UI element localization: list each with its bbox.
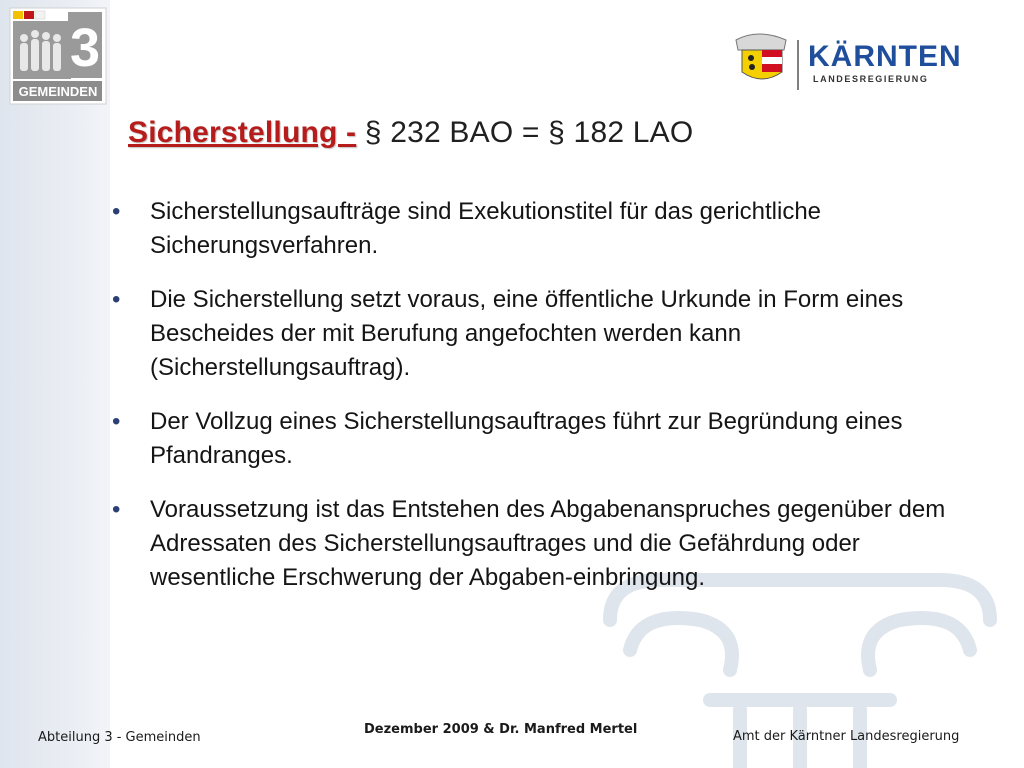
bullet-text: Voraussetzung ist das Entstehen des Abgabenanspruches gegenüber dem Adressaten des Sicherstellungsauftrages und die Gefährdung oder wesentliche Erschwerung der Abgaben-einbringung.	[150, 496, 946, 591]
bullet-list	[110, 195, 980, 615]
footer-department: Abteilung 3 - Gemeinden	[38, 730, 201, 745]
gemeinden-3-logo	[10, 8, 106, 104]
list-item	[110, 493, 980, 595]
footer-date-author: Dezember 2009 & Dr. Manfred Mertel	[364, 722, 638, 737]
logo-kaernten-text: KÄRNTEN	[808, 40, 962, 73]
kaernten-landesregierung-logo	[728, 20, 962, 96]
logo-gemeinden-text: GEMEINDEN	[18, 84, 98, 99]
title-rest: § 232 BAO = § 182 LAO	[356, 116, 694, 149]
bullet-dot-icon: •	[112, 496, 121, 523]
list-item	[110, 405, 980, 473]
list-item	[110, 195, 980, 263]
bullet-text: Der Vollzug eines Sicherstellungsauftrages führt zur Begründung eines Pfandranges.	[150, 408, 903, 469]
bullet-dot-icon: •	[112, 286, 121, 313]
logo-number: 3	[69, 18, 101, 78]
coat-of-arms-icon	[736, 34, 786, 79]
list-item	[110, 283, 980, 385]
bullet-dot-icon: •	[112, 198, 121, 225]
left-sidebar-band	[0, 0, 110, 768]
footer-office: Amt der Kärntner Landesregierung	[733, 729, 960, 744]
bullet-dot-icon: •	[112, 408, 121, 435]
slide-title	[128, 116, 693, 150]
logo-landesregierung-text: LANDESREGIERUNG	[813, 74, 929, 84]
title-emphasis: Sicherstellung -	[128, 116, 357, 149]
bullet-text: Die Sicherstellung setzt voraus, eine öffentliche Urkunde in Form eines Bescheides der mit Berufung angefochten werden kann (Sicherstellungsauftrag).	[150, 286, 904, 381]
bullet-text: Sicherstellungsaufträge sind Exekutionstitel für das gerichtliche Sicherungsverfahren.	[150, 198, 822, 259]
